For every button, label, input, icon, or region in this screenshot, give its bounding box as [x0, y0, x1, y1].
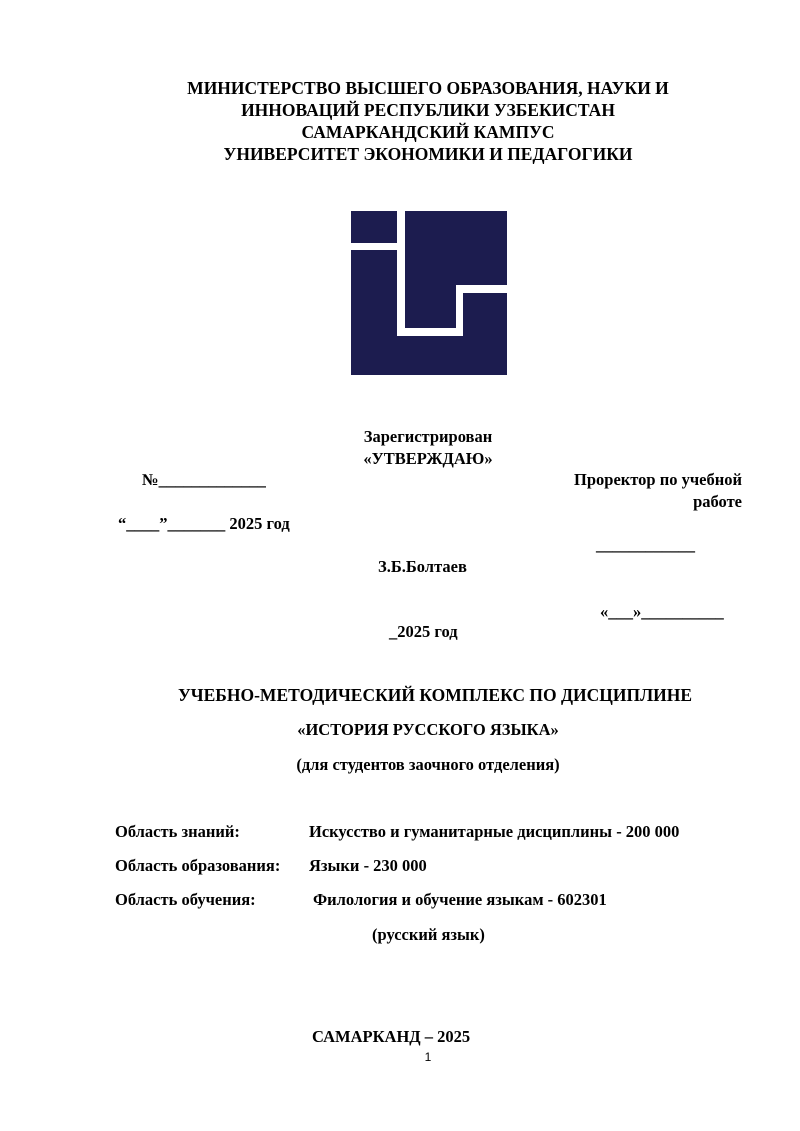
registration-date: “____”_______ 2025 год — [118, 514, 290, 533]
discipline-name: «ИСТОРИЯ РУССКОГО ЯЗЫКА» — [297, 720, 559, 739]
university-logo-icon — [351, 211, 507, 375]
study-area-value: Филология и обучение языкам - 602301 — [313, 890, 607, 909]
study-area-label: Область обучения: — [115, 890, 256, 909]
header-line-2: ИННОВАЦИЙ РЕСПУБЛИКИ УЗБЕКИСТАН — [241, 100, 615, 120]
education-area-label: Область образования: — [115, 856, 281, 875]
field-row-education — [115, 856, 427, 876]
approval-year: _2025 год — [389, 622, 458, 641]
header-line-1: МИНИСТЕРСТВО ВЫСШЕГО ОБРАЗОВАНИЯ, НАУКИ И — [187, 78, 669, 98]
study-area-note: (русский язык) — [372, 925, 485, 944]
ministry-header — [0, 77, 800, 165]
header-line-4: УНИВЕРСИТЕТ ЭКОНОМИКИ И ПЕДАГОГИКИ — [223, 144, 633, 164]
signer-name: З.Б.Болтаев — [378, 557, 467, 576]
knowledge-area-label: Область знаний: — [115, 822, 240, 841]
document-title-line-1: УЧЕБНО-МЕТОДИЧЕСКИЙ КОМПЛЕКС ПО ДИСЦИПЛИНЕ — [177, 685, 693, 705]
registered-label: Зарегистрирован — [363, 427, 493, 446]
knowledge-area-value: Искусство и гуманитарные дисциплины - 200 000 — [309, 822, 680, 841]
student-category: (для студентов заочного отделения) — [296, 755, 560, 774]
education-area-value: Языки - 230 000 — [309, 856, 427, 875]
vice-rector-title-line-2: работе — [693, 492, 742, 511]
field-row-study — [115, 890, 607, 910]
vice-rector-title-line-1: Проректор по учебной — [574, 470, 742, 489]
field-row-knowledge — [115, 822, 680, 842]
city-year: САМАРКАНД – 2025 — [312, 1027, 471, 1046]
approval-date-line: «___»__________ — [600, 602, 724, 621]
page-number: 1 — [424, 1050, 432, 1064]
approve-label: «УТВЕРЖДАЮ» — [363, 449, 493, 468]
signature-line: ____________ — [596, 535, 695, 554]
registration-number: №_____________ — [142, 470, 266, 489]
header-line-3: САМАРКАНДСКИЙ КАМПУС — [301, 122, 555, 142]
